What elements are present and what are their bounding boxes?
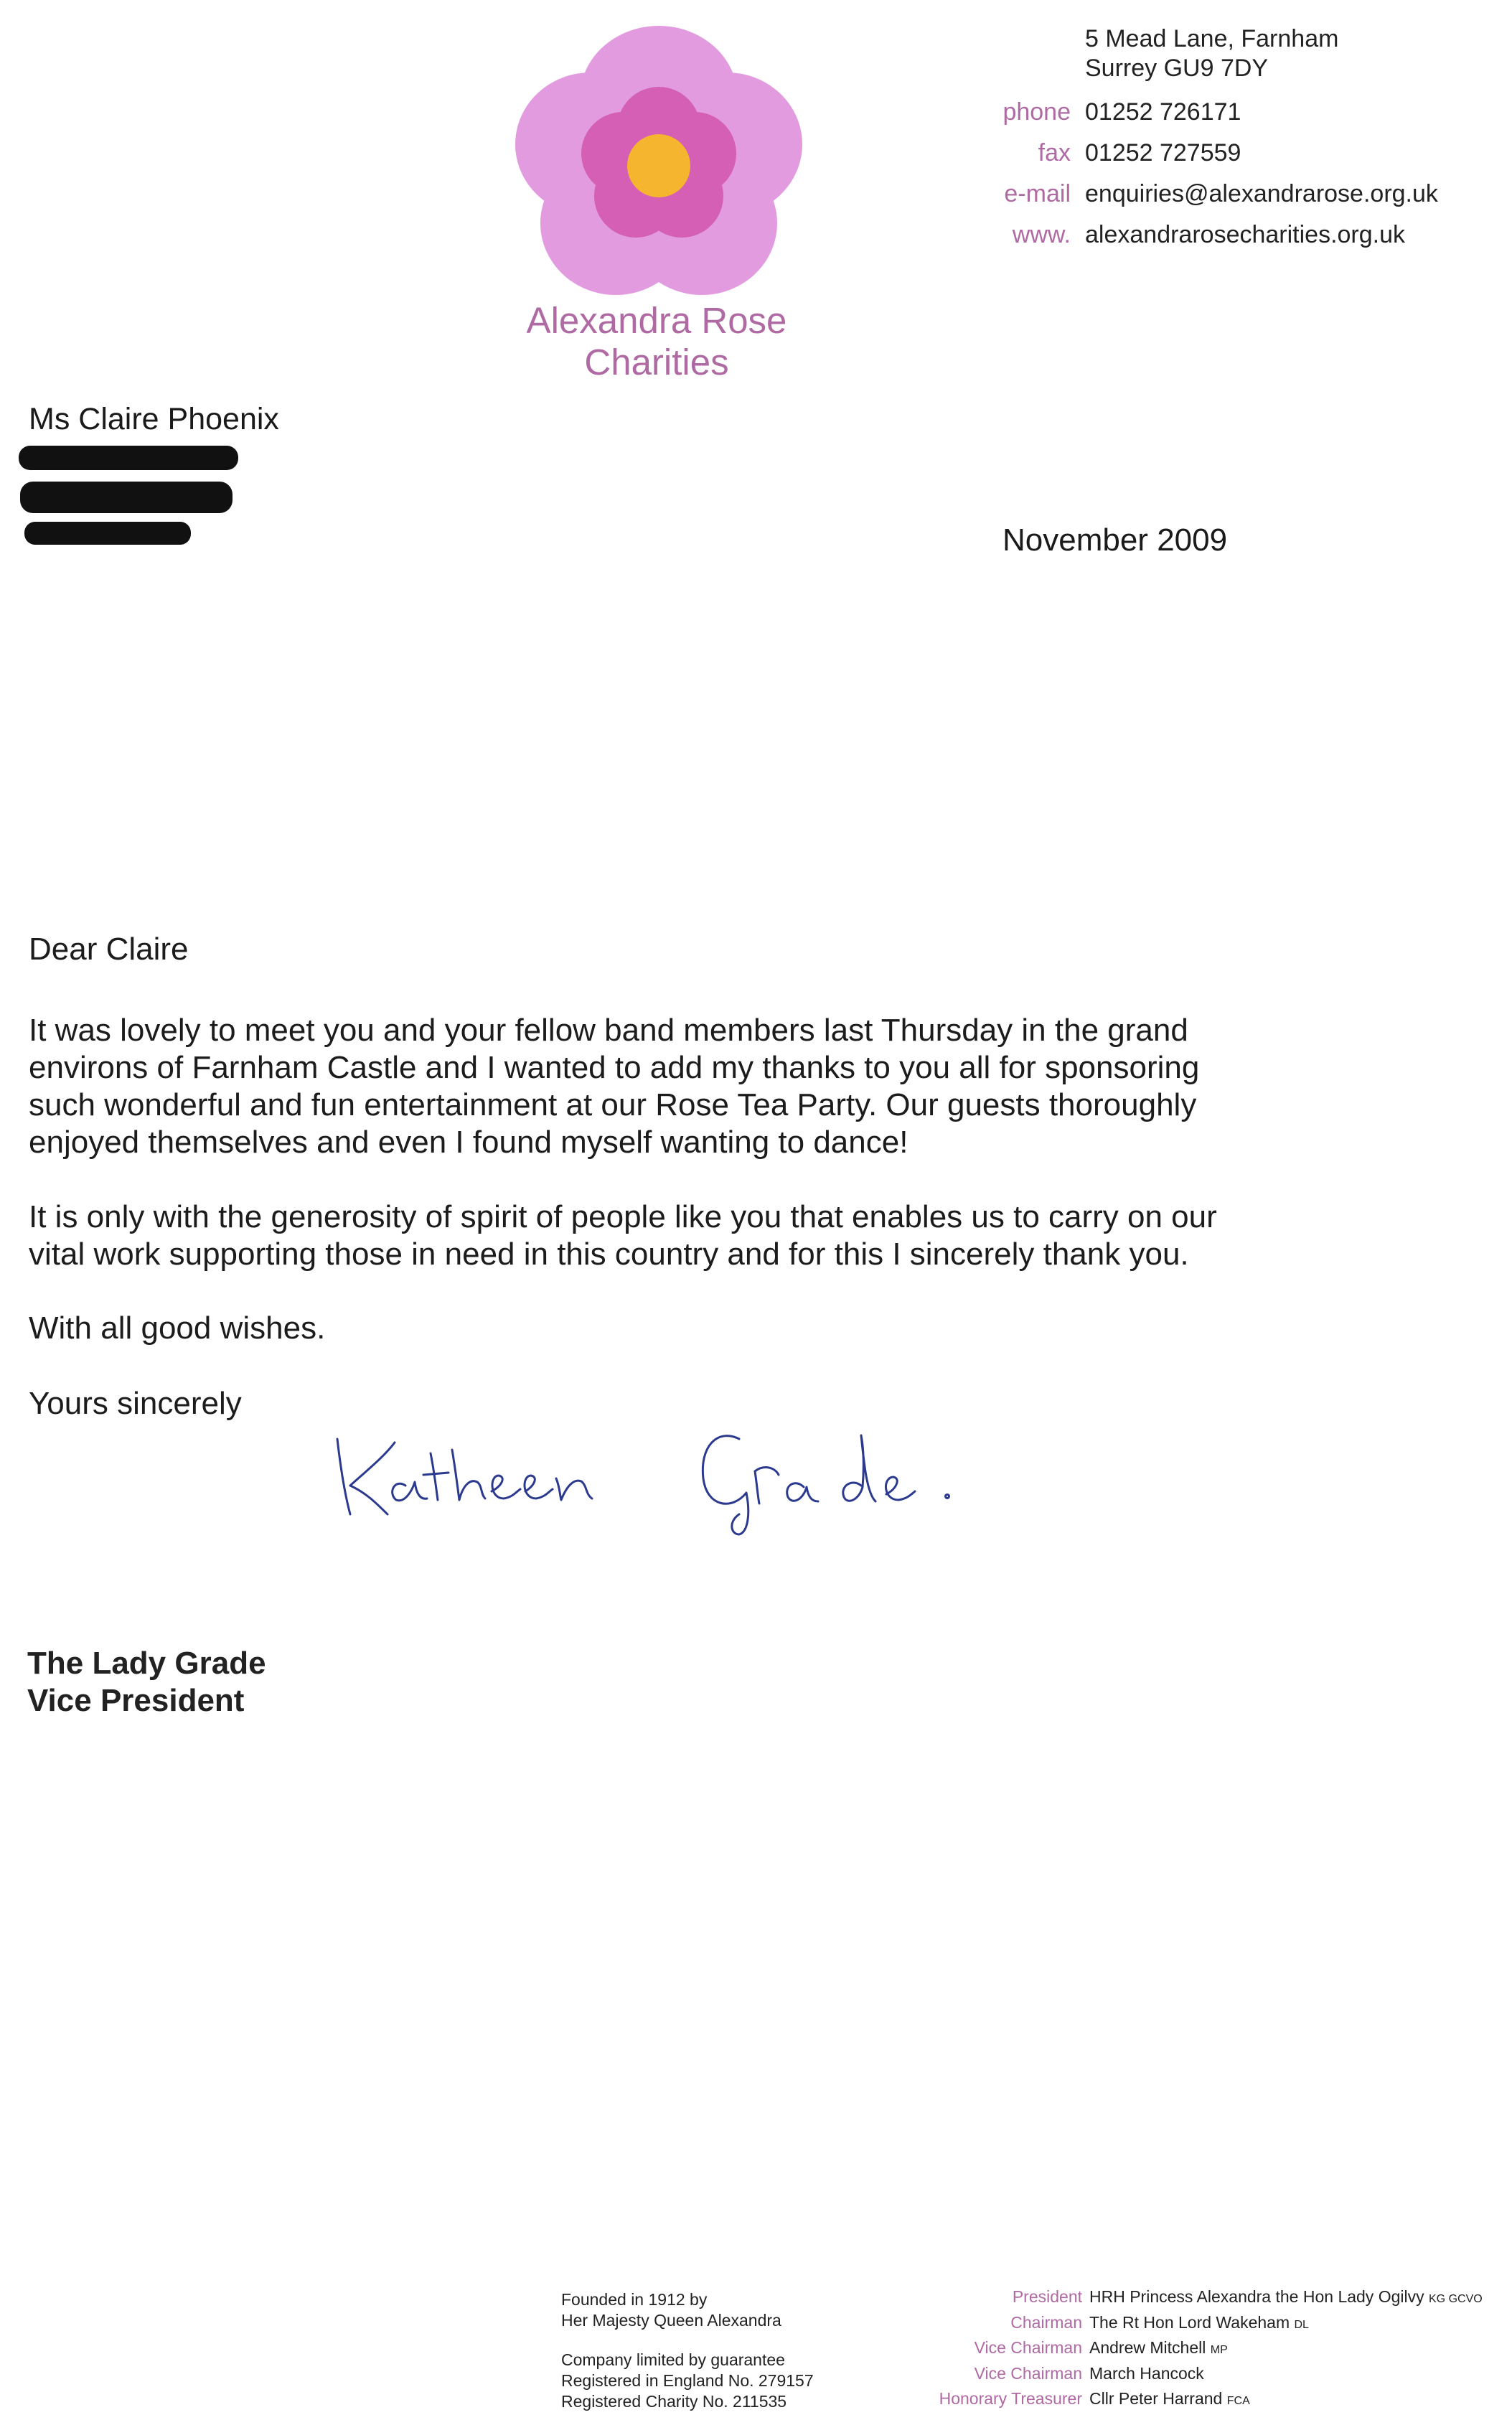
letter-date: November 2009 xyxy=(1002,522,1228,558)
handwritten-signature xyxy=(316,1407,1005,1536)
contact-label: www. xyxy=(1012,221,1071,248)
contact-value: enquiries@alexandrarose.org.uk xyxy=(1085,180,1438,207)
signatory-name: The Lady Grade xyxy=(27,1646,266,1681)
paragraph-line: enjoyed themselves and even I found myself wanting to dance! xyxy=(29,1125,908,1160)
contact-label: e-mail xyxy=(1004,180,1071,207)
paragraph-line: It is only with the generosity of spirit of people like you that enables us to carry on our xyxy=(29,1199,1217,1234)
closing: Yours sincerely xyxy=(29,1386,242,1421)
org-name xyxy=(459,300,854,383)
footer-line: Company limited by guarantee xyxy=(561,2350,785,2369)
officer-role: Honorary Treasurer xyxy=(939,2389,1082,2408)
officer-role: Vice Chairman xyxy=(974,2364,1082,2383)
contact-label: phone xyxy=(1002,98,1071,126)
paragraph-2 xyxy=(29,1199,1320,1273)
officer-role: President xyxy=(1012,2287,1082,2306)
paragraph-line: such wonderful and fun entertainment at our Rose Tea Party. Our guests thoroughly xyxy=(29,1087,1197,1122)
contact-value: alexandrarosecharities.org.uk xyxy=(1085,221,1406,248)
org-name-line-2: Charities xyxy=(584,342,729,383)
footer-line: Founded in 1912 by xyxy=(561,2290,708,2309)
logo-flower-icon xyxy=(502,19,818,306)
officer-role: Chairman xyxy=(1010,2313,1082,2332)
paragraph-line: vital work supporting those in need in this country and for this I sincerely thank you. xyxy=(29,1237,1189,1272)
org-name-line-1: Alexandra Rose xyxy=(526,300,787,341)
sender-address xyxy=(1085,24,1338,83)
contact-label: fax xyxy=(1038,139,1071,167)
signatory-title: Vice President xyxy=(27,1683,245,1718)
contact-value: 01252 726171 xyxy=(1085,98,1241,126)
officer-name: HRH Princess Alexandra the Hon Lady Ogilvy KG GCVO xyxy=(1089,2287,1483,2306)
footer-company xyxy=(561,2350,814,2412)
footer-founded xyxy=(561,2289,781,2331)
officer-name: March Hancock xyxy=(1089,2364,1204,2383)
redacted-address-block xyxy=(16,441,245,549)
address-line-1: 5 Mead Lane, Farnham xyxy=(1085,25,1339,52)
salutation: Dear Claire xyxy=(29,932,189,967)
officer-name: Cllr Peter Harrand FCA xyxy=(1089,2389,1250,2408)
paragraph-1 xyxy=(29,1012,1320,1161)
paragraph-line: environs of Farnham Castle and I wanted to add my thanks to you all for sponsoring xyxy=(29,1050,1200,1085)
footer-line: Registered in England No. 279157 xyxy=(561,2371,814,2390)
signatory xyxy=(27,1645,266,1720)
contact-value: 01252 727559 xyxy=(1085,139,1241,167)
address-line-2: Surrey GU9 7DY xyxy=(1085,55,1269,82)
officer-name: Andrew Mitchell MP xyxy=(1089,2338,1228,2357)
officer-role: Vice Chairman xyxy=(974,2338,1082,2357)
footer-line: Registered Charity No. 211535 xyxy=(561,2392,787,2411)
recipient-name: Ms Claire Phoenix xyxy=(29,402,279,436)
closing-wishes: With all good wishes. xyxy=(29,1310,326,1346)
officer-name: The Rt Hon Lord Wakeham DL xyxy=(1089,2313,1309,2332)
paragraph-line: It was lovely to meet you and your fellow band members last Thursday in the grand xyxy=(29,1013,1188,1048)
footer-line: Her Majesty Queen Alexandra xyxy=(561,2311,781,2330)
